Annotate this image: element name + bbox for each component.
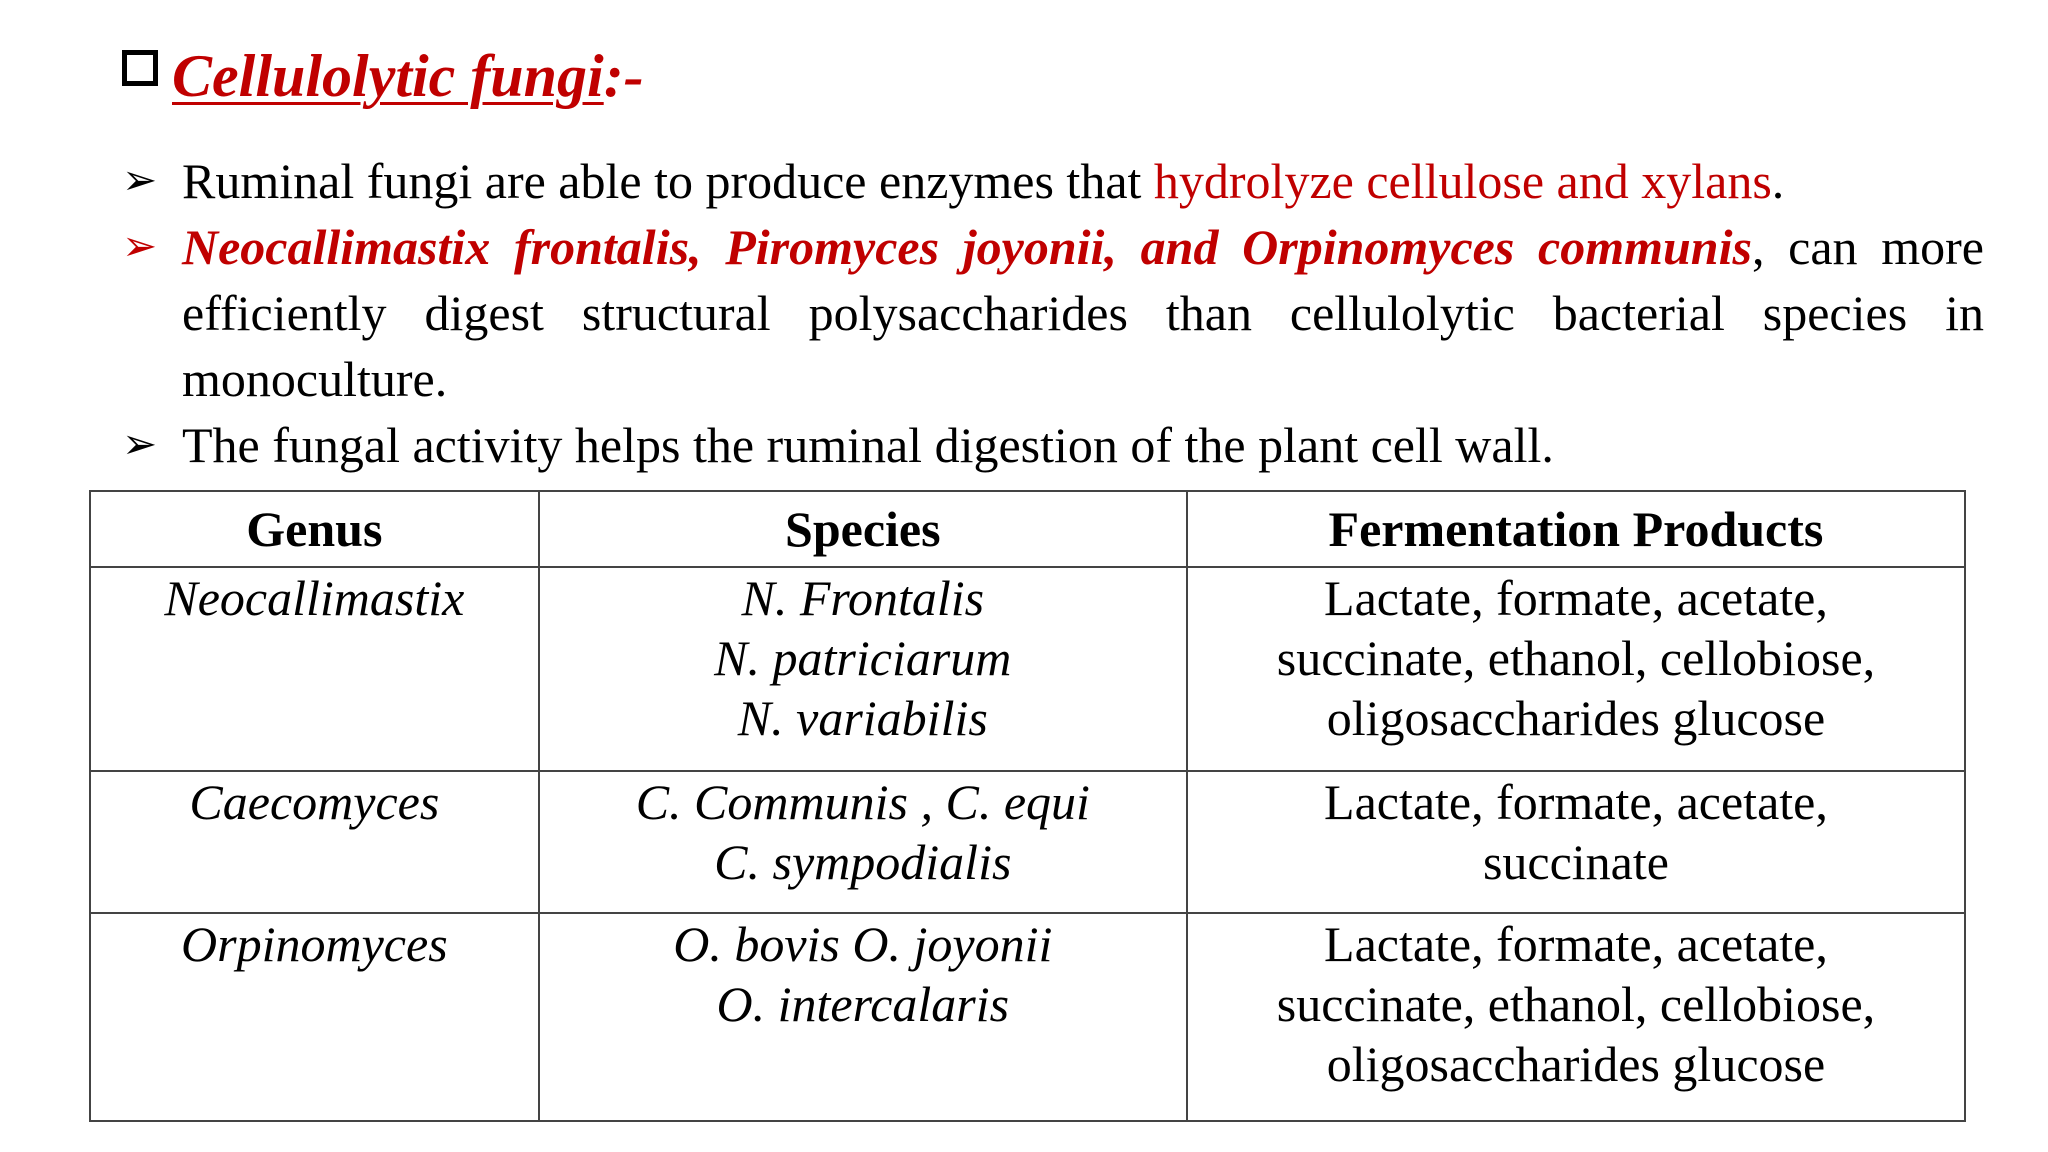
products-line: oligosaccharides glucose [1326, 690, 1826, 746]
species-line: C. sympodialis [714, 834, 1012, 890]
bullet-2-highlight: Neocallimastix frontalis, Piromyces joyonii, and Orpinomyces communis [182, 219, 1752, 275]
species-cell [539, 567, 1187, 771]
products-cell [1187, 771, 1965, 913]
table-row [90, 567, 1965, 771]
products-line: oligosaccharides glucose [1326, 1036, 1826, 1092]
slide-title-text: Cellulolytic fungi [172, 43, 604, 109]
bullet-list [122, 148, 1984, 478]
products-line: succinate, ethanol, cellobiose, [1276, 976, 1876, 1032]
bullet-item-1 [122, 148, 1984, 214]
arrow-bullet-icon: ➢ [122, 224, 158, 270]
species-cell [539, 913, 1187, 1121]
species-line: N. Frontalis [741, 570, 985, 626]
genus-cell: Neocallimastix [90, 567, 539, 771]
bullet-3-text: The fungal activity helps the ruminal digestion of the plant cell wall. [182, 417, 1554, 473]
species-line: O. bovis O. joyonii [673, 916, 1053, 972]
slide-title [122, 42, 644, 111]
products-line: Lactate, formate, acetate, [1324, 570, 1828, 626]
slide-title-suffix: :- [603, 43, 644, 109]
bullet-1-highlight: hydrolyze cellulose and xylans [1153, 153, 1772, 209]
products-line: Lactate, formate, acetate, [1324, 916, 1828, 972]
products-cell [1187, 567, 1965, 771]
table-row [90, 913, 1965, 1121]
species-cell [539, 771, 1187, 913]
table-header-row [90, 491, 1965, 567]
products-line: succinate, ethanol, cellobiose, [1276, 630, 1876, 686]
bullet-item-3 [122, 412, 1984, 478]
checkbox-bullet-icon [122, 50, 158, 86]
header-species: Species [539, 491, 1187, 567]
table-row [90, 771, 1965, 913]
arrow-bullet-icon: ➢ [122, 158, 158, 204]
products-cell [1187, 913, 1965, 1121]
fungi-table [89, 490, 1966, 1122]
species-line: N. patriciarum [714, 630, 1012, 686]
bullet-2-text: , can more efficiently digest structural polysaccharides than cellulolytic bacterial species in monoculture. [182, 219, 1984, 407]
species-line: N. variabilis [737, 690, 988, 746]
products-line: Lactate, formate, acetate, [1324, 774, 1828, 830]
species-line: O. intercalaris [716, 976, 1010, 1032]
bullet-1-end: . [1771, 153, 1785, 209]
header-products: Fermentation Products [1187, 491, 1965, 567]
bullet-1-text: Ruminal fungi are able to produce enzymes that [182, 153, 1154, 209]
bullet-item-2 [122, 214, 1984, 412]
products-line: succinate [1482, 834, 1669, 890]
genus-cell: Orpinomyces [90, 913, 539, 1121]
arrow-bullet-icon: ➢ [122, 422, 158, 468]
header-genus: Genus [90, 491, 539, 567]
genus-cell: Caecomyces [90, 771, 539, 913]
species-line: C. Communis , C. equi [635, 774, 1090, 830]
